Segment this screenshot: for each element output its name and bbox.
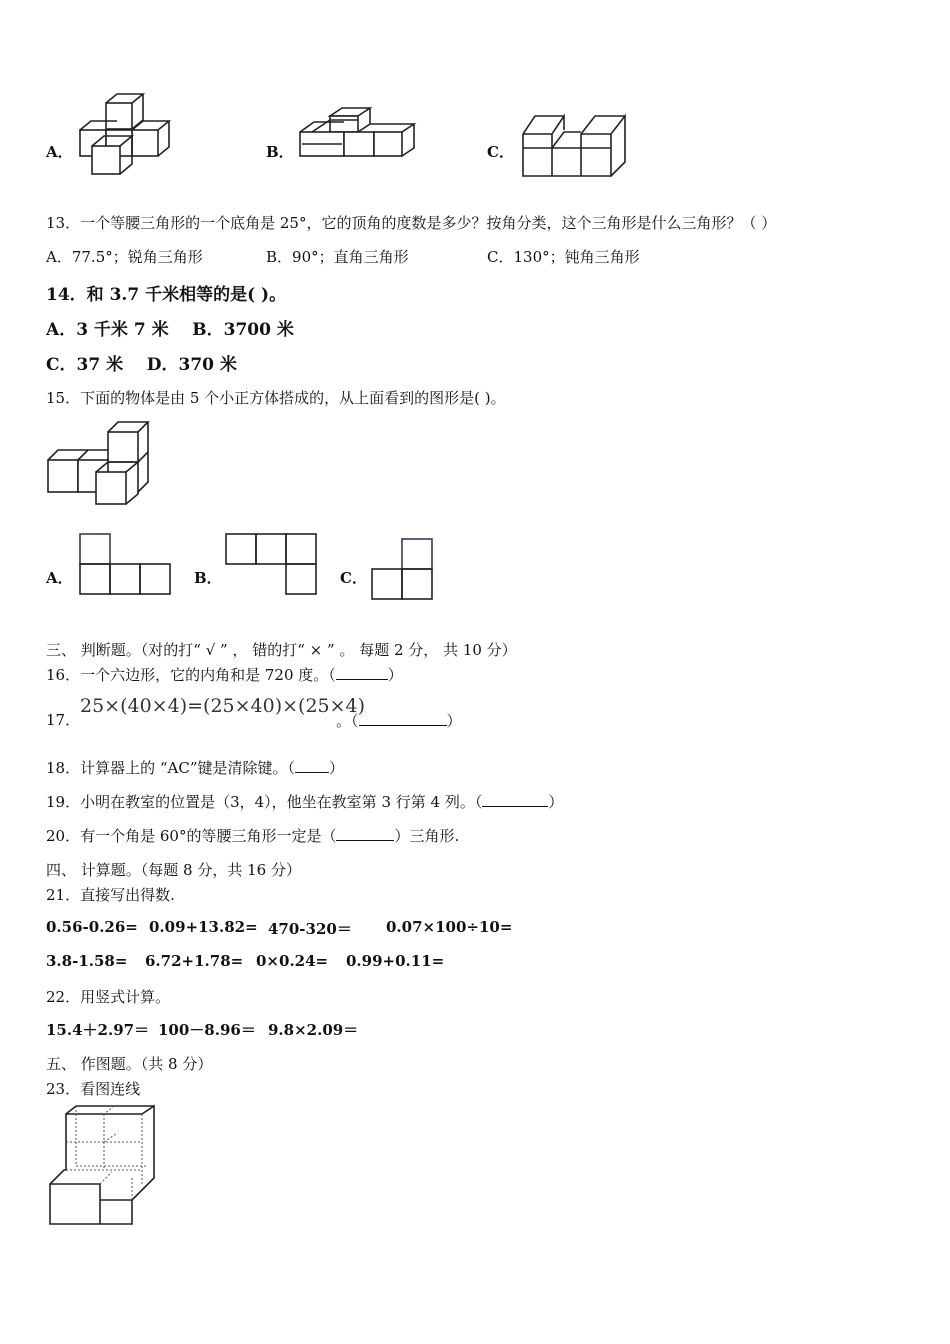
q17-tail: 。（ <box>336 712 359 730</box>
q12-option-c-label: C． <box>487 143 514 161</box>
q14-options-line2: C．37 米 D．370 米 <box>46 355 237 375</box>
q13-option-a: A．77.5°；锐角三角形 <box>46 248 203 266</box>
q17-tail-line <box>336 710 462 731</box>
q16-line <box>46 664 403 685</box>
q17-formula: 25×(40×4)=(25×40)×(25×4) <box>80 695 366 717</box>
q22-item1: 15.4＋2.97＝ <box>46 1021 150 1039</box>
section4-title: 四、 计算题。（每题 8 分，共 16 分） <box>46 861 301 879</box>
q23-stem: 23．看图连线 <box>46 1080 141 1098</box>
q12-option-c-figure <box>519 112 631 182</box>
q15-option-a-label: A． <box>46 569 73 587</box>
q21-row2-item2: 6.72+1.78= <box>145 952 244 970</box>
q16-stem: 16．一个六边形，它的内角和是 720 度。（ <box>46 666 336 684</box>
q15-option-b-figure <box>224 532 318 598</box>
q19-close: ） <box>548 793 564 811</box>
q20-stem: 20．有一个角是 60°的等腰三角形一定是（ <box>46 827 337 845</box>
q17-number: 17． <box>46 711 81 729</box>
section5-title: 五、 作图题。（共 8 分） <box>46 1055 213 1073</box>
q16-close: ） <box>387 666 403 684</box>
q22-stem: 22．用竖式计算。 <box>46 988 171 1006</box>
q18-close: ） <box>329 759 345 777</box>
q21-row2-item4: 0.99+0.11= <box>346 952 445 970</box>
q20-line <box>46 825 459 846</box>
q18-line <box>46 757 344 778</box>
q12-option-a-figure <box>78 100 178 178</box>
q19-answer-blank[interactable] <box>482 792 548 807</box>
q22-item2: 100－8.96＝ <box>158 1021 256 1039</box>
q14-options-line1: A．3 千米 7 米 B．3700 米 <box>46 320 294 340</box>
q21-row1-item3: 470-320＝ <box>268 920 352 938</box>
q12-option-b-figure <box>298 108 418 170</box>
q13-option-c: C．130°；钝角三角形 <box>487 248 640 266</box>
q21-row2-item1: 3.8-1.58= <box>46 952 128 970</box>
q18-stem: 18．计算器上的 “AC”键是清除键。（ <box>46 759 296 777</box>
section3-title: 三、 判断题。（对的打“ √ ” ， 错的打“ × ” 。 每题 2 分， 共 10 分） <box>46 641 517 659</box>
q15-option-b-label: B． <box>194 569 222 587</box>
q21-row1-item1: 0.56-0.26= <box>46 918 138 936</box>
q13-stem: 13．一个等腰三角形的一个底角是 25°，它的顶角的度数是多少？按角分类，这个三角形是什么三角形？（ ） <box>46 214 777 232</box>
q19-line <box>46 791 563 812</box>
q15-option-c-label: C． <box>340 569 367 587</box>
q19-stem: 19．小明在教室的位置是（3，4），他坐在教室第 3 行第 4 列。（ <box>46 793 483 811</box>
q23-object-figure <box>46 1106 158 1228</box>
q21-stem: 21．直接写出得数. <box>46 886 175 904</box>
q13-option-b: B．90°；直角三角形 <box>266 248 409 266</box>
q21-row1-item4: 0.07×100÷10= <box>386 918 513 936</box>
q22-item3: 9.8×2.09＝ <box>268 1021 359 1039</box>
q20-close: ）三角形. <box>394 827 460 845</box>
q17-close: ） <box>446 712 462 730</box>
q21-row2-item3: 0×0.24= <box>256 952 329 970</box>
q15-option-c-figure <box>370 537 436 603</box>
q16-answer-blank[interactable] <box>336 665 388 680</box>
q15-stem: 15．下面的物体是由 5 个小正方体搭成的，从上面看到的图形是( )。 <box>46 389 506 407</box>
q12-option-b-label: B． <box>266 143 294 161</box>
q18-answer-blank[interactable] <box>295 758 329 773</box>
q14-stem: 14．和 3.7 千米相等的是( )。 <box>46 285 287 305</box>
q20-answer-blank[interactable] <box>336 826 394 841</box>
q15-option-a-figure <box>78 532 172 598</box>
q12-option-a-label: A． <box>46 143 73 161</box>
q17-answer-blank[interactable] <box>359 711 447 726</box>
q21-row1-item2: 0.09+13.82= <box>149 918 258 936</box>
q15-object-figure <box>46 420 156 508</box>
